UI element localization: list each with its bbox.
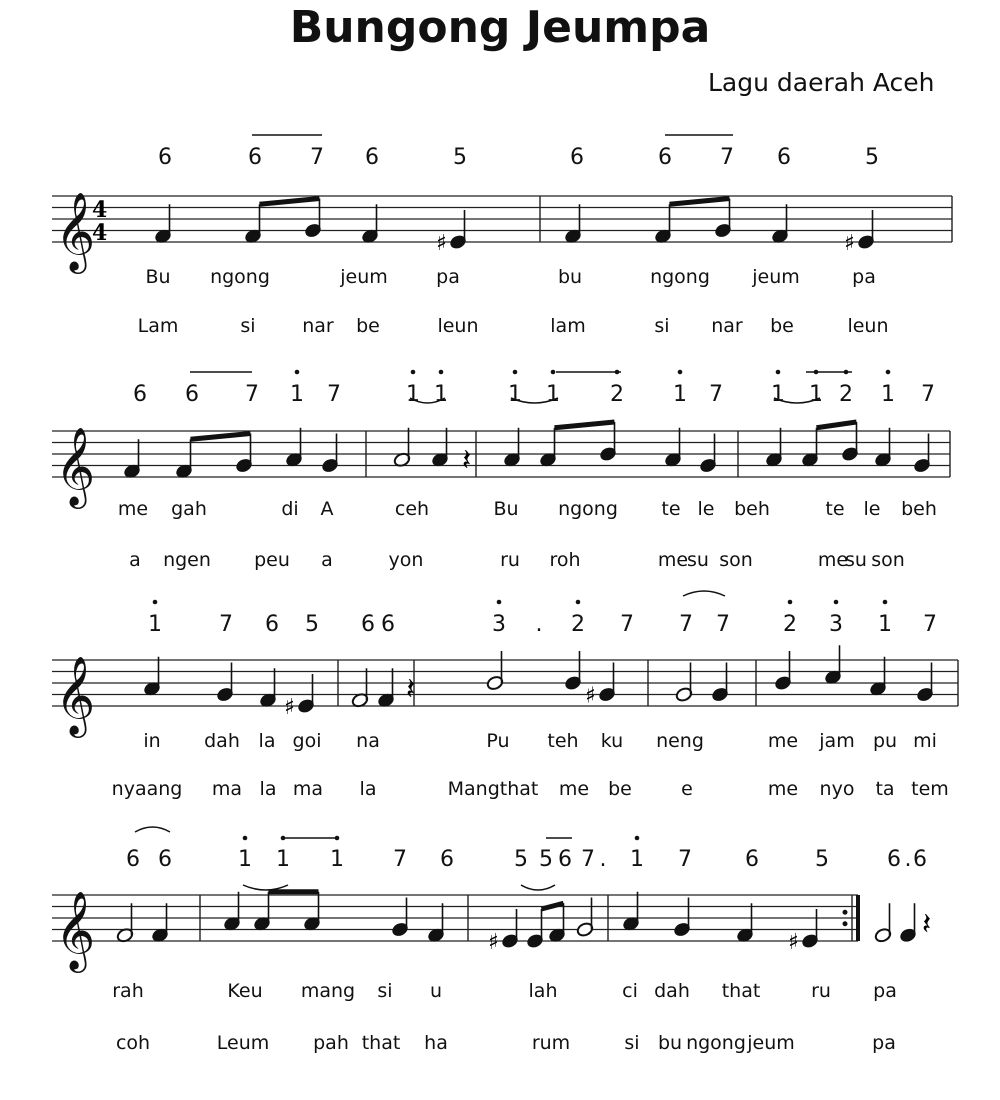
octave-dot (635, 836, 640, 841)
lyric-syllable: le (697, 498, 715, 520)
lyric-syllable: be (608, 778, 632, 800)
notation-number: 7 (716, 612, 730, 637)
lyric-syllable: me (117, 498, 149, 520)
lyric-syllable: la (258, 730, 276, 752)
notation-number: . (904, 847, 912, 872)
lyric-syllable: si (377, 980, 393, 1002)
lyric-syllable: Bu (145, 266, 171, 288)
notation-number: 1 (290, 382, 304, 407)
notation-number: . (535, 612, 543, 637)
staff-2 (52, 370, 950, 509)
notation-number: 1 (508, 382, 522, 407)
lyric-syllable: a (129, 549, 141, 571)
octave-dot (411, 370, 416, 375)
notation-number: 7 (310, 145, 324, 170)
sharp-icon: ♯ (788, 930, 799, 955)
lyric-syllable: bu (557, 266, 583, 288)
treble-clef-icon: 𝄞 (55, 656, 96, 735)
notation-number: 2 (571, 612, 585, 637)
lyric-syllable: son (719, 549, 753, 571)
notation-number: 7 (245, 382, 259, 407)
notation-number: 1 (878, 612, 892, 637)
notation-number: 1 (406, 382, 420, 407)
notation-number: 5 (865, 145, 879, 170)
lyric-syllable: ta (875, 778, 895, 800)
lyric-syllable: rah (112, 980, 144, 1002)
lyric-syllable: si (240, 315, 256, 337)
notation-number: 7 (720, 145, 734, 170)
lyric-syllable: u (429, 980, 443, 1002)
lyric-syllable: di (281, 498, 299, 520)
lyric-syllable: yon (388, 549, 424, 571)
notation-number: 1 (673, 382, 687, 407)
notation-number: 1 (881, 382, 895, 407)
lyric-syllable: ngong (686, 1032, 746, 1054)
lyric-syllable: ru (811, 980, 831, 1002)
lyric-syllable: lam (550, 315, 586, 337)
octave-dot (243, 836, 248, 841)
staff-1 (52, 135, 952, 274)
lyric-syllable: beh (734, 498, 770, 520)
sharp-icon: ♯ (585, 683, 596, 709)
octave-dot (335, 836, 340, 841)
lyric-syllable: rum (531, 1032, 571, 1054)
lyric-syllable: jeum (747, 1032, 795, 1054)
octave-dot (678, 370, 683, 375)
lyric-syllable: dah (204, 730, 240, 752)
lyric-syllable: roh (549, 549, 581, 571)
lyric-syllable: dah (654, 980, 690, 1002)
octave-dot (788, 600, 793, 605)
lyric-syllable: me (767, 778, 799, 800)
notation-number: 3 (829, 612, 843, 637)
lyric-syllable: a (321, 549, 333, 571)
notation-number: 5 (514, 847, 528, 872)
slur (774, 398, 820, 403)
quarter-rest-icon: 𝄽 (462, 443, 472, 479)
notation-number: 6 (265, 612, 279, 637)
song-title: Bungong Jeumpa (289, 2, 711, 53)
notation-number: 1 (238, 847, 252, 872)
notation-number: 6 (133, 382, 147, 407)
lyric-syllable: beh (901, 498, 937, 520)
notation-number: 1 (546, 382, 560, 407)
sharp-icon: ♯ (284, 695, 295, 720)
notation-number: 7 (393, 847, 407, 872)
lyric-syllable: su (845, 549, 867, 571)
time-signature-bottom: 4 (92, 220, 108, 246)
lyric-syllable: leun (847, 315, 889, 337)
notation-number: 1 (330, 847, 344, 872)
notation-number: 5 (305, 612, 319, 637)
lyric-syllable: ngen (163, 549, 211, 571)
beam (555, 422, 615, 428)
notation-number: 7 (678, 847, 692, 872)
lyric-syllable: pa (873, 980, 897, 1002)
notation-number: 6 (381, 612, 395, 637)
lyric-syllable: ru (500, 549, 520, 571)
notation-number: 1 (771, 382, 785, 407)
lyric-syllable: nyo (819, 778, 855, 800)
treble-clef-icon: 𝄞 (55, 427, 96, 506)
lyric-syllable: ngong (210, 266, 270, 288)
notation-number: 7 (921, 382, 935, 407)
lyric-syllable: teh (547, 730, 579, 752)
sharp-icon: ♯ (844, 231, 855, 256)
lyric-syllable: nyaang (111, 778, 183, 800)
lyric-syllable: pu (872, 730, 898, 752)
notation-number: 2 (839, 382, 853, 407)
notation-number: 5 (815, 847, 829, 872)
notation-number: 6 (913, 847, 927, 872)
lyric-syllable: ha (424, 1032, 448, 1054)
lyric-syllable: Bu (493, 498, 519, 520)
lyric-syllable: lah (528, 980, 558, 1002)
lyric-syllable: mang (300, 980, 356, 1002)
octave-dot (513, 370, 518, 375)
notation-number: 7 (923, 612, 937, 637)
sharp-icon: ♯ (488, 930, 499, 955)
slur (410, 398, 445, 403)
slur (511, 398, 558, 403)
lyric-syllable: ma (211, 778, 243, 800)
lyric-syllable: e (681, 778, 693, 800)
notation-number: 6 (777, 145, 791, 170)
beam (191, 434, 251, 440)
quarter-rest-icon: 𝄽 (922, 907, 932, 943)
notation-number: 6 (440, 847, 454, 872)
lyric-syllable: goi (292, 730, 322, 752)
lyric-syllable: me (558, 778, 590, 800)
lyric-syllable: coh (115, 1032, 151, 1054)
lyric-syllable: ceh (394, 498, 430, 520)
beam (670, 199, 730, 205)
beam (260, 199, 320, 205)
notation-number: 6 (887, 847, 901, 872)
song-origin: Lagu daerah Aceh (708, 68, 935, 97)
lyric-syllable: te (825, 498, 845, 520)
lyric-syllable: pa (872, 1032, 896, 1054)
beam (817, 422, 857, 428)
lyric-syllable: mi (913, 730, 937, 752)
octave-dot (576, 600, 581, 605)
lyric-syllable: be (770, 315, 794, 337)
lyric-syllable: pah (313, 1032, 349, 1054)
lyric-syllable: nar (711, 315, 743, 337)
lyric-syllable: jeum (340, 266, 388, 288)
lyric-syllable: me (657, 549, 689, 571)
notation-number: 7 (327, 382, 341, 407)
lyric-syllable: peu (254, 549, 290, 571)
time-signature-top: 4 (92, 197, 108, 223)
lyric-syllable: gah (171, 498, 207, 520)
notation-number: 6 (361, 612, 375, 637)
lyric-syllable: that (721, 980, 761, 1002)
notation-number: 7 (581, 847, 595, 872)
lyric-syllable: tem (911, 778, 949, 800)
lyric-syllable: si (624, 1032, 640, 1054)
lyric-syllable: nar (302, 315, 334, 337)
notation-number: 5 (539, 847, 553, 872)
octave-dot (281, 836, 286, 841)
lyric-syllable: Leum (216, 1032, 270, 1054)
lyric-syllable: ku (600, 730, 624, 752)
treble-clef-icon: 𝄞 (55, 891, 96, 970)
octave-dot (295, 370, 300, 375)
octave-dot (814, 370, 819, 375)
lyric-syllable: ci (622, 980, 638, 1002)
lyric-syllable: A (320, 498, 334, 520)
octave-dot (551, 370, 556, 375)
lyric-syllable: pa (436, 266, 460, 288)
slur (135, 827, 170, 832)
notation-number: 1 (434, 382, 448, 407)
lyric-syllable: Keu (227, 980, 263, 1002)
notation-number: 7 (620, 612, 634, 637)
lyric-syllable: te (661, 498, 681, 520)
lyric-syllable: Mangthat (447, 778, 539, 800)
notation-number: 6 (185, 382, 199, 407)
lyric-syllable: ngong (558, 498, 618, 520)
treble-clef-icon: 𝄞 (55, 192, 96, 271)
lyric-syllable: pa (852, 266, 876, 288)
lyric-syllable: me (817, 549, 849, 571)
lyric-syllable: na (356, 730, 380, 752)
slur (521, 885, 555, 890)
repeat-dot (843, 910, 848, 915)
notation-number: 5 (453, 145, 467, 170)
lyric-syllable: ngong (650, 266, 710, 288)
repeat-dot (843, 921, 848, 926)
notation-number: 7 (219, 612, 233, 637)
notation-number: 7 (679, 612, 693, 637)
lyric-syllable: si (654, 315, 670, 337)
beam (542, 903, 564, 909)
sharp-icon: ♯ (436, 231, 447, 256)
notation-number: 1 (630, 847, 644, 872)
slur (683, 591, 725, 596)
octave-dot (497, 600, 502, 605)
octave-dot (439, 370, 444, 375)
lyric-syllable: jam (819, 730, 855, 752)
staff-4 (52, 827, 931, 973)
quarter-rest-icon: 𝄽 (406, 672, 416, 708)
notation-number: 6 (158, 847, 172, 872)
notation-number: 6 (570, 145, 584, 170)
notation-number: 1 (276, 847, 290, 872)
notation-number: 1 (809, 382, 823, 407)
lyric-syllable: neng (656, 730, 704, 752)
notation-number: . (599, 847, 607, 872)
notation-number: 6 (745, 847, 759, 872)
lyric-syllable: la (259, 778, 277, 800)
lyric-syllable: su (687, 549, 709, 571)
lyric-syllable: in (143, 730, 161, 752)
lyric-syllable: ma (292, 778, 324, 800)
notation-number: 6 (248, 145, 262, 170)
lyric-syllable: jeum (752, 266, 800, 288)
octave-dot (883, 600, 888, 605)
notation-number: 6 (658, 145, 672, 170)
octave-dot (776, 370, 781, 375)
octave-dot (834, 600, 839, 605)
staff-3 (52, 591, 958, 738)
notation-number: 6 (126, 847, 140, 872)
notation-number: 7 (709, 382, 723, 407)
lyric-syllable: le (863, 498, 881, 520)
notation-number: 2 (610, 382, 624, 407)
notation-number: 1 (148, 612, 162, 637)
octave-dot (153, 600, 158, 605)
lyric-syllable: Lam (137, 315, 179, 337)
notation-number: 2 (783, 612, 797, 637)
lyric-syllable: me (767, 730, 799, 752)
lyric-syllable: Pu (486, 730, 510, 752)
lyric-syllable: that (361, 1032, 401, 1054)
notation-number: 6 (158, 145, 172, 170)
lyric-syllable: la (359, 778, 377, 800)
notation-number: 6 (558, 847, 572, 872)
octave-dot (844, 370, 849, 375)
lyric-syllable: leun (437, 315, 479, 337)
lyric-syllable: bu (657, 1032, 683, 1054)
octave-dot (886, 370, 891, 375)
octave-dot (615, 370, 620, 375)
notation-number: 6 (365, 145, 379, 170)
lyric-syllable: son (871, 549, 905, 571)
notation-number: 3 (492, 612, 506, 637)
lyric-syllable: be (356, 315, 380, 337)
